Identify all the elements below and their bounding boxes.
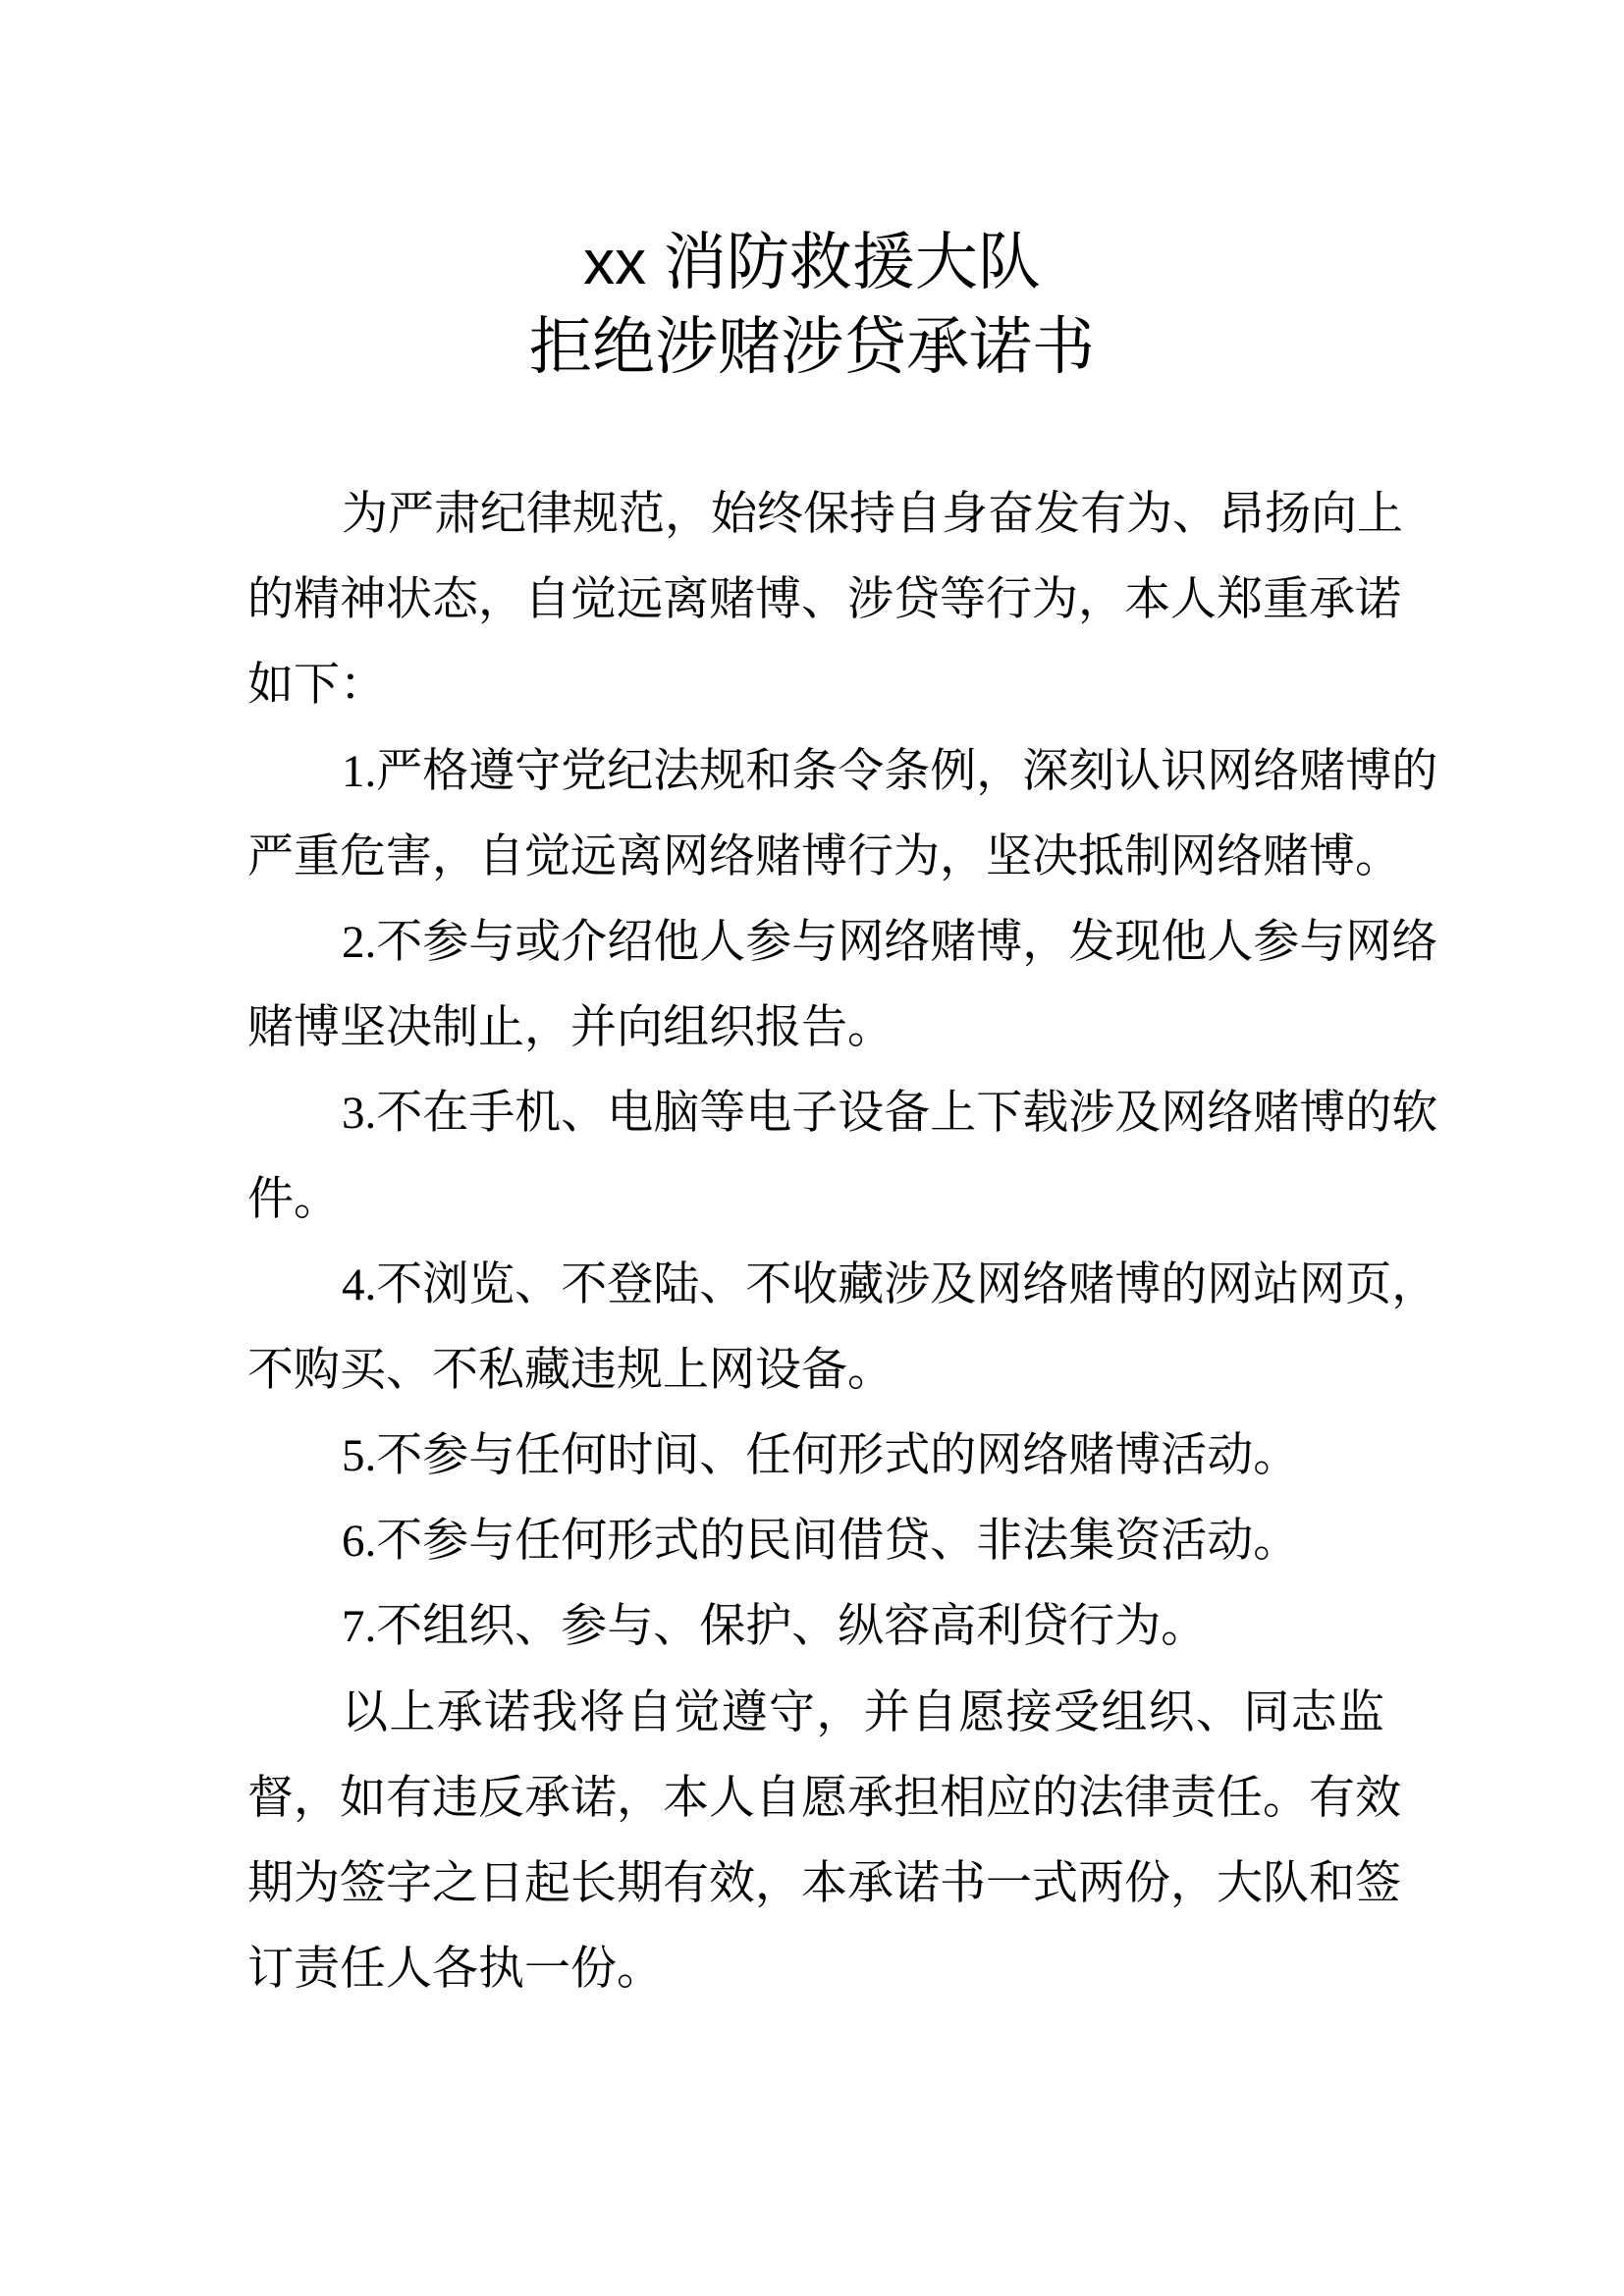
paragraph [247, 729, 1438, 900]
paragraph-line: 4.不浏览、不登陆、不收藏涉及网络赌博的网站网页， [342, 1258, 1438, 1310]
paragraph-line: 3.不在手机、电脑等电子设备上下载涉及网络赌博的软 [342, 1088, 1438, 1140]
paragraph [247, 1243, 1438, 1414]
paragraph-line: 如下： [247, 660, 386, 712]
document-title [0, 220, 1624, 389]
paragraph-line: 督，如有违反承诺，本人自愿承担相应的法律责任。有效 [247, 1772, 1401, 1824]
paragraph-line: 2.不参与或介绍他人参与网络赌博，发现他人参与网络 [342, 916, 1438, 968]
paragraph-line: 订责任人各执一份。 [247, 1944, 663, 1996]
paragraph [247, 1671, 1401, 2013]
paragraph-line: 不购买、不私藏违规上网设备。 [247, 1344, 893, 1396]
paragraph-line: 7.不组织、参与、保护、纵容高利贷行为。 [342, 1601, 1208, 1653]
paragraph-line: 严重危害，自觉远离网络赌博行为，坚决抵制网络赌博。 [247, 830, 1401, 882]
document-body [247, 472, 1438, 2012]
paragraph [247, 1584, 1384, 1670]
paragraph-line: 的精神状态，自觉远离赌博、涉贷等行为，本人郑重承诺 [247, 574, 1401, 626]
paragraph [247, 1499, 1384, 1584]
paragraph-line: 为严肃纪律规范，始终保持自身奋发有为、昂扬向上 [342, 489, 1403, 540]
paragraph-line: 6.不参与任何形式的民间借贷、非法集资活动。 [342, 1516, 1300, 1568]
paragraph-line: 赌博坚决制止，并向组织报告。 [247, 1002, 893, 1054]
paragraph [247, 472, 1403, 729]
paragraph-line: 期为签字之日起长期有效，本承诺书一式两份，大队和签 [247, 1858, 1401, 1909]
title-line-subject: 拒绝涉赌涉贷承诺书 [529, 311, 1095, 382]
paragraph-line: 1.严格遵守党纪法规和条令条例，深刻认识网络赌博的 [342, 745, 1438, 797]
paragraph-line: 以上承诺我将自觉遵守，并自愿接受组织、同志监 [342, 1686, 1384, 1738]
paragraph-line: 5.不参与任何时间、任何形式的网络赌博活动。 [342, 1430, 1300, 1482]
paragraph [247, 1071, 1438, 1242]
title-line-unit: xx 消防救援大队 [583, 227, 1041, 297]
paragraph [247, 1414, 1384, 1499]
paragraph [247, 900, 1438, 1071]
paragraph-line: 件。 [247, 1173, 340, 1225]
